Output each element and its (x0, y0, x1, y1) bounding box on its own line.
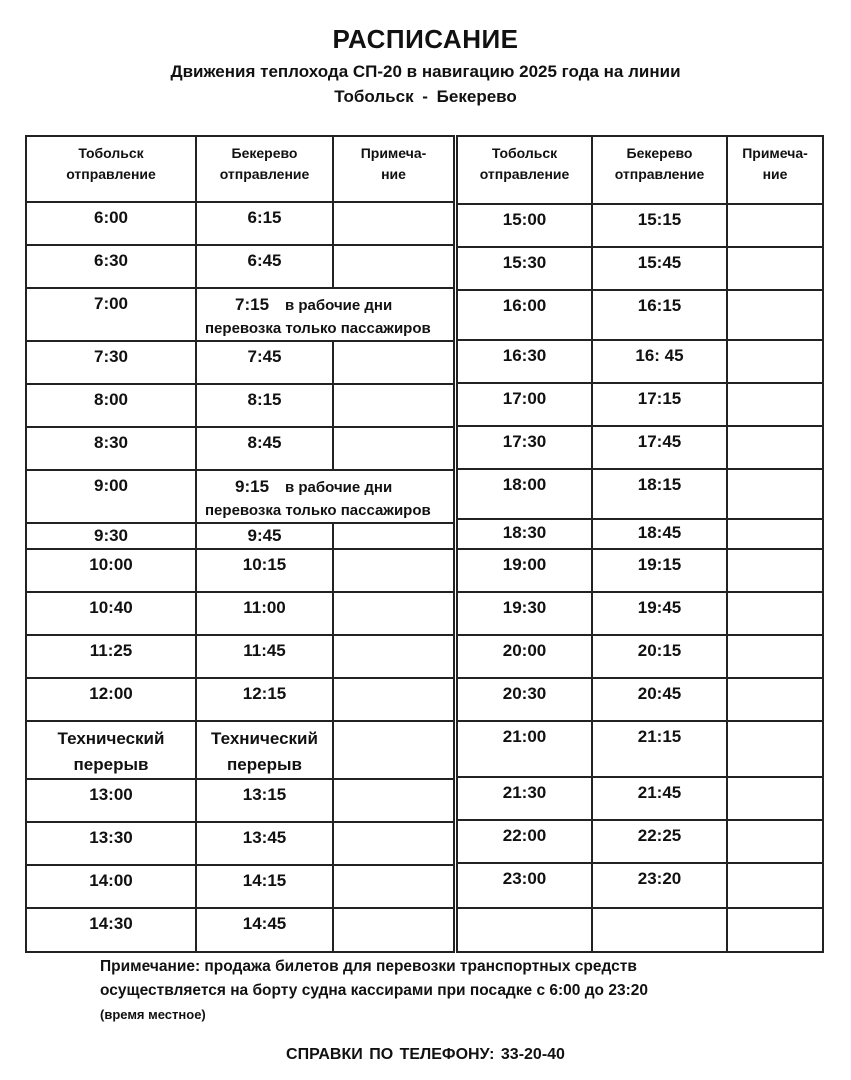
note-cell (333, 245, 454, 288)
table-row (26, 245, 454, 288)
tobolsk-time: 18:30 (457, 519, 592, 549)
bekerevo-time: 21:15 (592, 721, 727, 777)
tobolsk-time: 19:30 (457, 592, 592, 635)
note-cell (727, 863, 823, 908)
tobolsk-time: 13:00 (26, 779, 196, 822)
note-cell (333, 592, 454, 635)
table-row (457, 204, 823, 247)
note-cell (333, 549, 454, 592)
note-cell (333, 908, 454, 952)
note-cell (727, 247, 823, 290)
tobolsk-time: 18:00 (457, 469, 592, 519)
table-row (26, 635, 454, 678)
tobolsk-time: 23:00 (457, 863, 592, 908)
bekerevo-time: 12:15 (196, 678, 333, 721)
header-tobolsk: Тобольск отправление (26, 136, 196, 202)
table-row (457, 340, 823, 383)
note-cell (727, 908, 823, 952)
tobolsk-time: 8:00 (26, 384, 196, 427)
tobolsk-time: 22:00 (457, 820, 592, 863)
header-bekerevo: Бекерево отправление (592, 136, 727, 204)
bekerevo-time (592, 908, 727, 952)
table-header-row (457, 136, 823, 204)
table-row (457, 247, 823, 290)
note-cell (727, 383, 823, 426)
table-row (457, 777, 823, 820)
table-row (26, 908, 454, 952)
tobolsk-time: 16:00 (457, 290, 592, 340)
note-cell (727, 519, 823, 549)
tobolsk-time: 8:30 (26, 427, 196, 470)
tobolsk-time: 9:00 (26, 470, 196, 523)
bekerevo-time: 17:45 (592, 426, 727, 469)
table-row (457, 908, 823, 952)
table-row (26, 721, 454, 779)
tobolsk-time: 16:30 (457, 340, 592, 383)
footer-note-line: (время местное) (100, 1007, 206, 1022)
note-cell (727, 426, 823, 469)
note-cell (727, 340, 823, 383)
bekerevo-time: 6:45 (196, 245, 333, 288)
tobolsk-time: 15:00 (457, 204, 592, 247)
table-row (26, 288, 454, 341)
note-text: в рабочие дни (285, 479, 393, 496)
tobolsk-time: 14:00 (26, 865, 196, 908)
tobolsk-time: 20:00 (457, 635, 592, 678)
tobolsk-time: 9:30 (26, 523, 196, 549)
tobolsk-time (457, 908, 592, 952)
bekerevo-time: 21:45 (592, 777, 727, 820)
bekerevo-time: 16: 45 (592, 340, 727, 383)
table-row (457, 820, 823, 863)
note-cell (333, 523, 454, 549)
table-row (26, 470, 454, 523)
bekerevo-time: 14:45 (196, 908, 333, 952)
tobolsk-time: 11:25 (26, 635, 196, 678)
bekerevo-time: 19:45 (592, 592, 727, 635)
header-tobolsk: Тобольск отправление (457, 136, 592, 204)
phone-info: СПРАВКИ ПО ТЕЛЕФОНУ: 33-20-40 (286, 1046, 565, 1063)
table-row (457, 519, 823, 549)
note-text: в рабочие дни (285, 297, 393, 314)
table-row (457, 469, 823, 519)
bekerevo-time: 20:45 (592, 678, 727, 721)
footer-note-line: Примечание: продажа билетов для перевозки транспортных средств (100, 958, 637, 975)
bekerevo-time: 8:15 (196, 384, 333, 427)
header-note: Примеча- ние (333, 136, 454, 202)
note-cell (727, 549, 823, 592)
tobolsk-time: 21:30 (457, 777, 592, 820)
note-cell (727, 635, 823, 678)
tobolsk-time: 17:30 (457, 426, 592, 469)
table-row (457, 635, 823, 678)
note-cell (727, 777, 823, 820)
note-cell (333, 865, 454, 908)
table-header-row (26, 136, 454, 202)
table-row (26, 822, 454, 865)
tobolsk-time: 14:30 (26, 908, 196, 952)
bekerevo-time: 8:45 (196, 427, 333, 470)
note-cell (727, 820, 823, 863)
note-cell (333, 202, 454, 245)
note-cell (727, 592, 823, 635)
route-name: Тобольск - Бекерево (334, 87, 517, 106)
bekerevo-time: 13:15 (196, 779, 333, 822)
bekerevo-time: 18:15 (592, 469, 727, 519)
bekerevo-time: 16:15 (592, 290, 727, 340)
note-cell (333, 678, 454, 721)
bekerevo-time: 7:45 (196, 341, 333, 384)
bekerevo-time: 11:00 (196, 592, 333, 635)
bekerevo-time: 9:15 (235, 477, 270, 496)
bekerevo-time: 15:15 (592, 204, 727, 247)
technical-break: Технический перерыв (196, 721, 333, 779)
note-cell (333, 341, 454, 384)
bekerevo-time: 6:15 (196, 202, 333, 245)
tobolsk-time: 10:00 (26, 549, 196, 592)
note-cell (333, 779, 454, 822)
note-cell (727, 678, 823, 721)
tobolsk-time: 12:00 (26, 678, 196, 721)
tobolsk-time: 17:00 (457, 383, 592, 426)
note-cell (727, 290, 823, 340)
bekerevo-time-with-note (196, 470, 454, 523)
tobolsk-time: 10:40 (26, 592, 196, 635)
table-row (457, 383, 823, 426)
footer-note-line: осуществляется на борту судна кассирами при посадке с 6:00 до 23:20 (100, 982, 648, 999)
schedule-table-left (25, 135, 455, 953)
table-row (457, 592, 823, 635)
page-title: РАСПИСАНИЕ (332, 24, 519, 54)
table-row (26, 779, 454, 822)
bekerevo-time-with-note (196, 288, 454, 341)
table-row (26, 865, 454, 908)
note-cell (333, 635, 454, 678)
bekerevo-time: 20:15 (592, 635, 727, 678)
note-cell (727, 204, 823, 247)
bekerevo-time: 9:45 (196, 523, 333, 549)
table-row (26, 384, 454, 427)
note-text: перевозка только пассажиров (205, 320, 431, 337)
bekerevo-time: 14:15 (196, 865, 333, 908)
header-bekerevo: Бекерево отправление (196, 136, 333, 202)
table-row (26, 678, 454, 721)
table-row (26, 592, 454, 635)
schedule-table-right (456, 135, 824, 953)
note-cell (333, 427, 454, 470)
note-cell (333, 822, 454, 865)
tobolsk-time: 21:00 (457, 721, 592, 777)
bekerevo-time: 10:15 (196, 549, 333, 592)
note-cell (333, 721, 454, 779)
bekerevo-time: 23:20 (592, 863, 727, 908)
tobolsk-time: 13:30 (26, 822, 196, 865)
note-cell (727, 721, 823, 777)
tobolsk-time: 15:30 (457, 247, 592, 290)
footer-note (100, 955, 800, 1027)
table-row (457, 721, 823, 777)
tobolsk-time: 19:00 (457, 549, 592, 592)
technical-break: Технический перерыв (26, 721, 196, 779)
table-row (457, 426, 823, 469)
page-subtitle: Движения теплохода СП-20 в навигацию 2025 года на линии (170, 62, 681, 81)
bekerevo-time: 15:45 (592, 247, 727, 290)
note-cell (333, 384, 454, 427)
bekerevo-time: 17:15 (592, 383, 727, 426)
bekerevo-time: 11:45 (196, 635, 333, 678)
table-row (26, 523, 454, 549)
tobolsk-time: 20:30 (457, 678, 592, 721)
tobolsk-time: 6:30 (26, 245, 196, 288)
tobolsk-time: 7:30 (26, 341, 196, 384)
header-note: Примеча- ние (727, 136, 823, 204)
bekerevo-time: 13:45 (196, 822, 333, 865)
table-row (457, 549, 823, 592)
table-row (457, 678, 823, 721)
table-row (26, 202, 454, 245)
bekerevo-time: 18:45 (592, 519, 727, 549)
bekerevo-time: 19:15 (592, 549, 727, 592)
table-row (457, 863, 823, 908)
table-row (26, 549, 454, 592)
table-row (457, 290, 823, 340)
tobolsk-time: 6:00 (26, 202, 196, 245)
table-row (26, 341, 454, 384)
bekerevo-time: 22:25 (592, 820, 727, 863)
tobolsk-time: 7:00 (26, 288, 196, 341)
note-cell (727, 469, 823, 519)
table-row (26, 427, 454, 470)
bekerevo-time: 7:15 (235, 295, 270, 314)
note-text: перевозка только пассажиров (205, 502, 431, 519)
